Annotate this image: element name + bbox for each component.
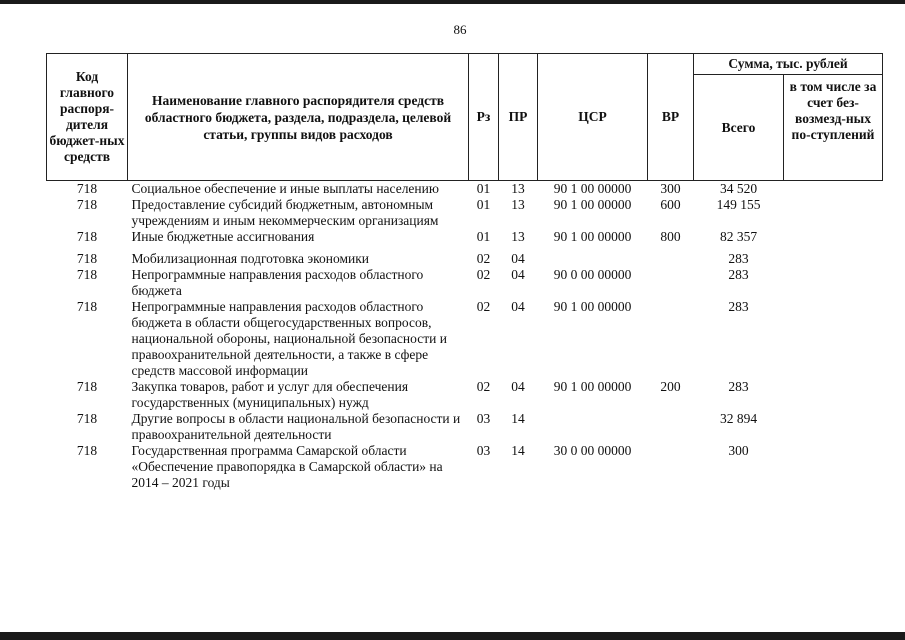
table-row <box>47 267 883 299</box>
cell-vr <box>648 299 694 379</box>
header-name: Наименование главного распорядителя средств областного бюджета, раздела, подраздела, целевой статьи, группы видов расходов <box>128 54 469 181</box>
cell-total: 32 894 <box>719 411 758 426</box>
cell-vr: 300 <box>660 181 681 196</box>
cell-total: 283 <box>728 251 749 266</box>
cell-rz: 02 <box>476 299 491 314</box>
cell-code: 718 <box>76 443 98 458</box>
header-total: Всего <box>694 75 784 181</box>
cell-name: Мобилизационная подготовка экономики <box>131 251 370 266</box>
header-code: Код главного распоря-дителя бюджет-ных средств <box>47 54 128 181</box>
cell-code: 718 <box>76 229 98 244</box>
cell-csr: 90 1 00 00000 <box>553 197 632 212</box>
cell-total: 82 357 <box>719 229 758 244</box>
cell-name: Социальное обеспечение и иные выплаты населению <box>131 181 439 196</box>
table-body <box>47 181 883 492</box>
cell-rz: 02 <box>476 267 491 282</box>
cell-pr: 13 <box>511 181 525 196</box>
cell-rz: 03 <box>476 443 491 458</box>
cell-csr: 30 0 00 00000 <box>553 443 632 458</box>
cell-rz: 02 <box>476 251 491 266</box>
cell-csr: 90 1 00 00000 <box>553 181 632 196</box>
header-vr: ВР <box>648 54 694 181</box>
cell-free <box>784 379 883 411</box>
cell-total: 300 <box>728 443 749 458</box>
cell-rz: 03 <box>476 411 491 426</box>
cell-vr: 800 <box>660 229 681 244</box>
cell-csr: 90 1 00 00000 <box>553 379 632 394</box>
bottom-border-rule <box>0 632 905 640</box>
cell-rz: 02 <box>476 379 491 394</box>
header-rz: Рз <box>469 54 499 181</box>
table-row <box>47 245 883 267</box>
cell-pr: 13 <box>511 229 525 244</box>
cell-free <box>784 443 883 491</box>
table-header <box>47 54 883 181</box>
cell-csr <box>538 245 648 267</box>
cell-total: 149 155 <box>716 197 761 212</box>
cell-csr: 90 1 00 00000 <box>553 229 632 244</box>
cell-vr: 600 <box>660 197 681 212</box>
cell-name: Закупка товаров, работ и услуг для обеспечения государственных (муниципальных) нужд <box>131 379 409 410</box>
cell-vr <box>648 267 694 299</box>
cell-pr: 14 <box>511 443 525 458</box>
header-csr: ЦСР <box>538 54 648 181</box>
cell-free <box>784 267 883 299</box>
cell-code: 718 <box>76 267 98 282</box>
cell-rz: 01 <box>476 229 491 244</box>
cell-csr <box>538 411 648 443</box>
table-row <box>47 181 883 198</box>
cell-free <box>784 229 883 245</box>
cell-name: Непрограммные направления расходов областного бюджета в области общегосударственных вопросов, национальной обороны, национальной безопасности и правоохранительной деятельности, а также в сфере средств массовой информации <box>131 299 447 378</box>
cell-code: 718 <box>76 379 98 394</box>
table-row <box>47 229 883 245</box>
cell-name: Государственная программа Самарской области «Обеспечение правопорядка в Самарской области» на 2014 – 2021 годы <box>131 443 443 490</box>
cell-vr <box>648 245 694 267</box>
cell-rz: 01 <box>476 181 491 196</box>
table-row <box>47 411 883 443</box>
header-pr: ПР <box>499 54 538 181</box>
cell-csr: 90 0 00 00000 <box>553 267 632 282</box>
cell-vr <box>648 443 694 491</box>
cell-name: Предоставление субсидий бюджетным, автономным учреждениям и иным некоммерческим организациям <box>131 197 439 228</box>
cell-total: 283 <box>728 267 749 282</box>
cell-code: 718 <box>76 181 98 196</box>
cell-code: 718 <box>76 411 98 426</box>
top-border-rule <box>0 0 905 4</box>
cell-pr: 13 <box>511 197 525 212</box>
cell-name: Иные бюджетные ассигнования <box>131 229 315 244</box>
cell-name: Другие вопросы в области национальной безопасности и правоохранительной деятельности <box>131 411 461 442</box>
cell-total: 283 <box>728 379 749 394</box>
cell-vr <box>648 411 694 443</box>
page-number: 86 <box>453 22 467 37</box>
cell-free <box>784 245 883 267</box>
cell-pr: 04 <box>511 379 525 394</box>
cell-free <box>784 299 883 379</box>
cell-pr: 04 <box>511 251 525 266</box>
cell-code: 718 <box>76 299 98 314</box>
cell-code: 718 <box>76 251 98 266</box>
cell-pr: 14 <box>511 411 525 426</box>
cell-free <box>784 181 883 198</box>
table-row <box>47 299 883 379</box>
cell-vr: 200 <box>660 379 681 394</box>
table-row <box>47 197 883 229</box>
cell-total: 34 520 <box>719 181 758 196</box>
header-free: в том числе за счет без-возмезд-ных по-ступлений <box>784 75 883 181</box>
cell-csr: 90 1 00 00000 <box>553 299 632 314</box>
cell-name: Непрограммные направления расходов областного бюджета <box>131 267 424 298</box>
table-row <box>47 443 883 491</box>
cell-code: 718 <box>76 197 98 212</box>
cell-pr: 04 <box>511 267 525 282</box>
cell-total: 283 <box>728 299 749 314</box>
table-row <box>47 379 883 411</box>
header-sum: Сумма, тыс. рублей <box>694 54 883 75</box>
cell-rz: 01 <box>476 197 491 212</box>
budget-table <box>46 53 883 491</box>
cell-free <box>784 197 883 229</box>
cell-pr: 04 <box>511 299 525 314</box>
cell-free <box>784 411 883 443</box>
